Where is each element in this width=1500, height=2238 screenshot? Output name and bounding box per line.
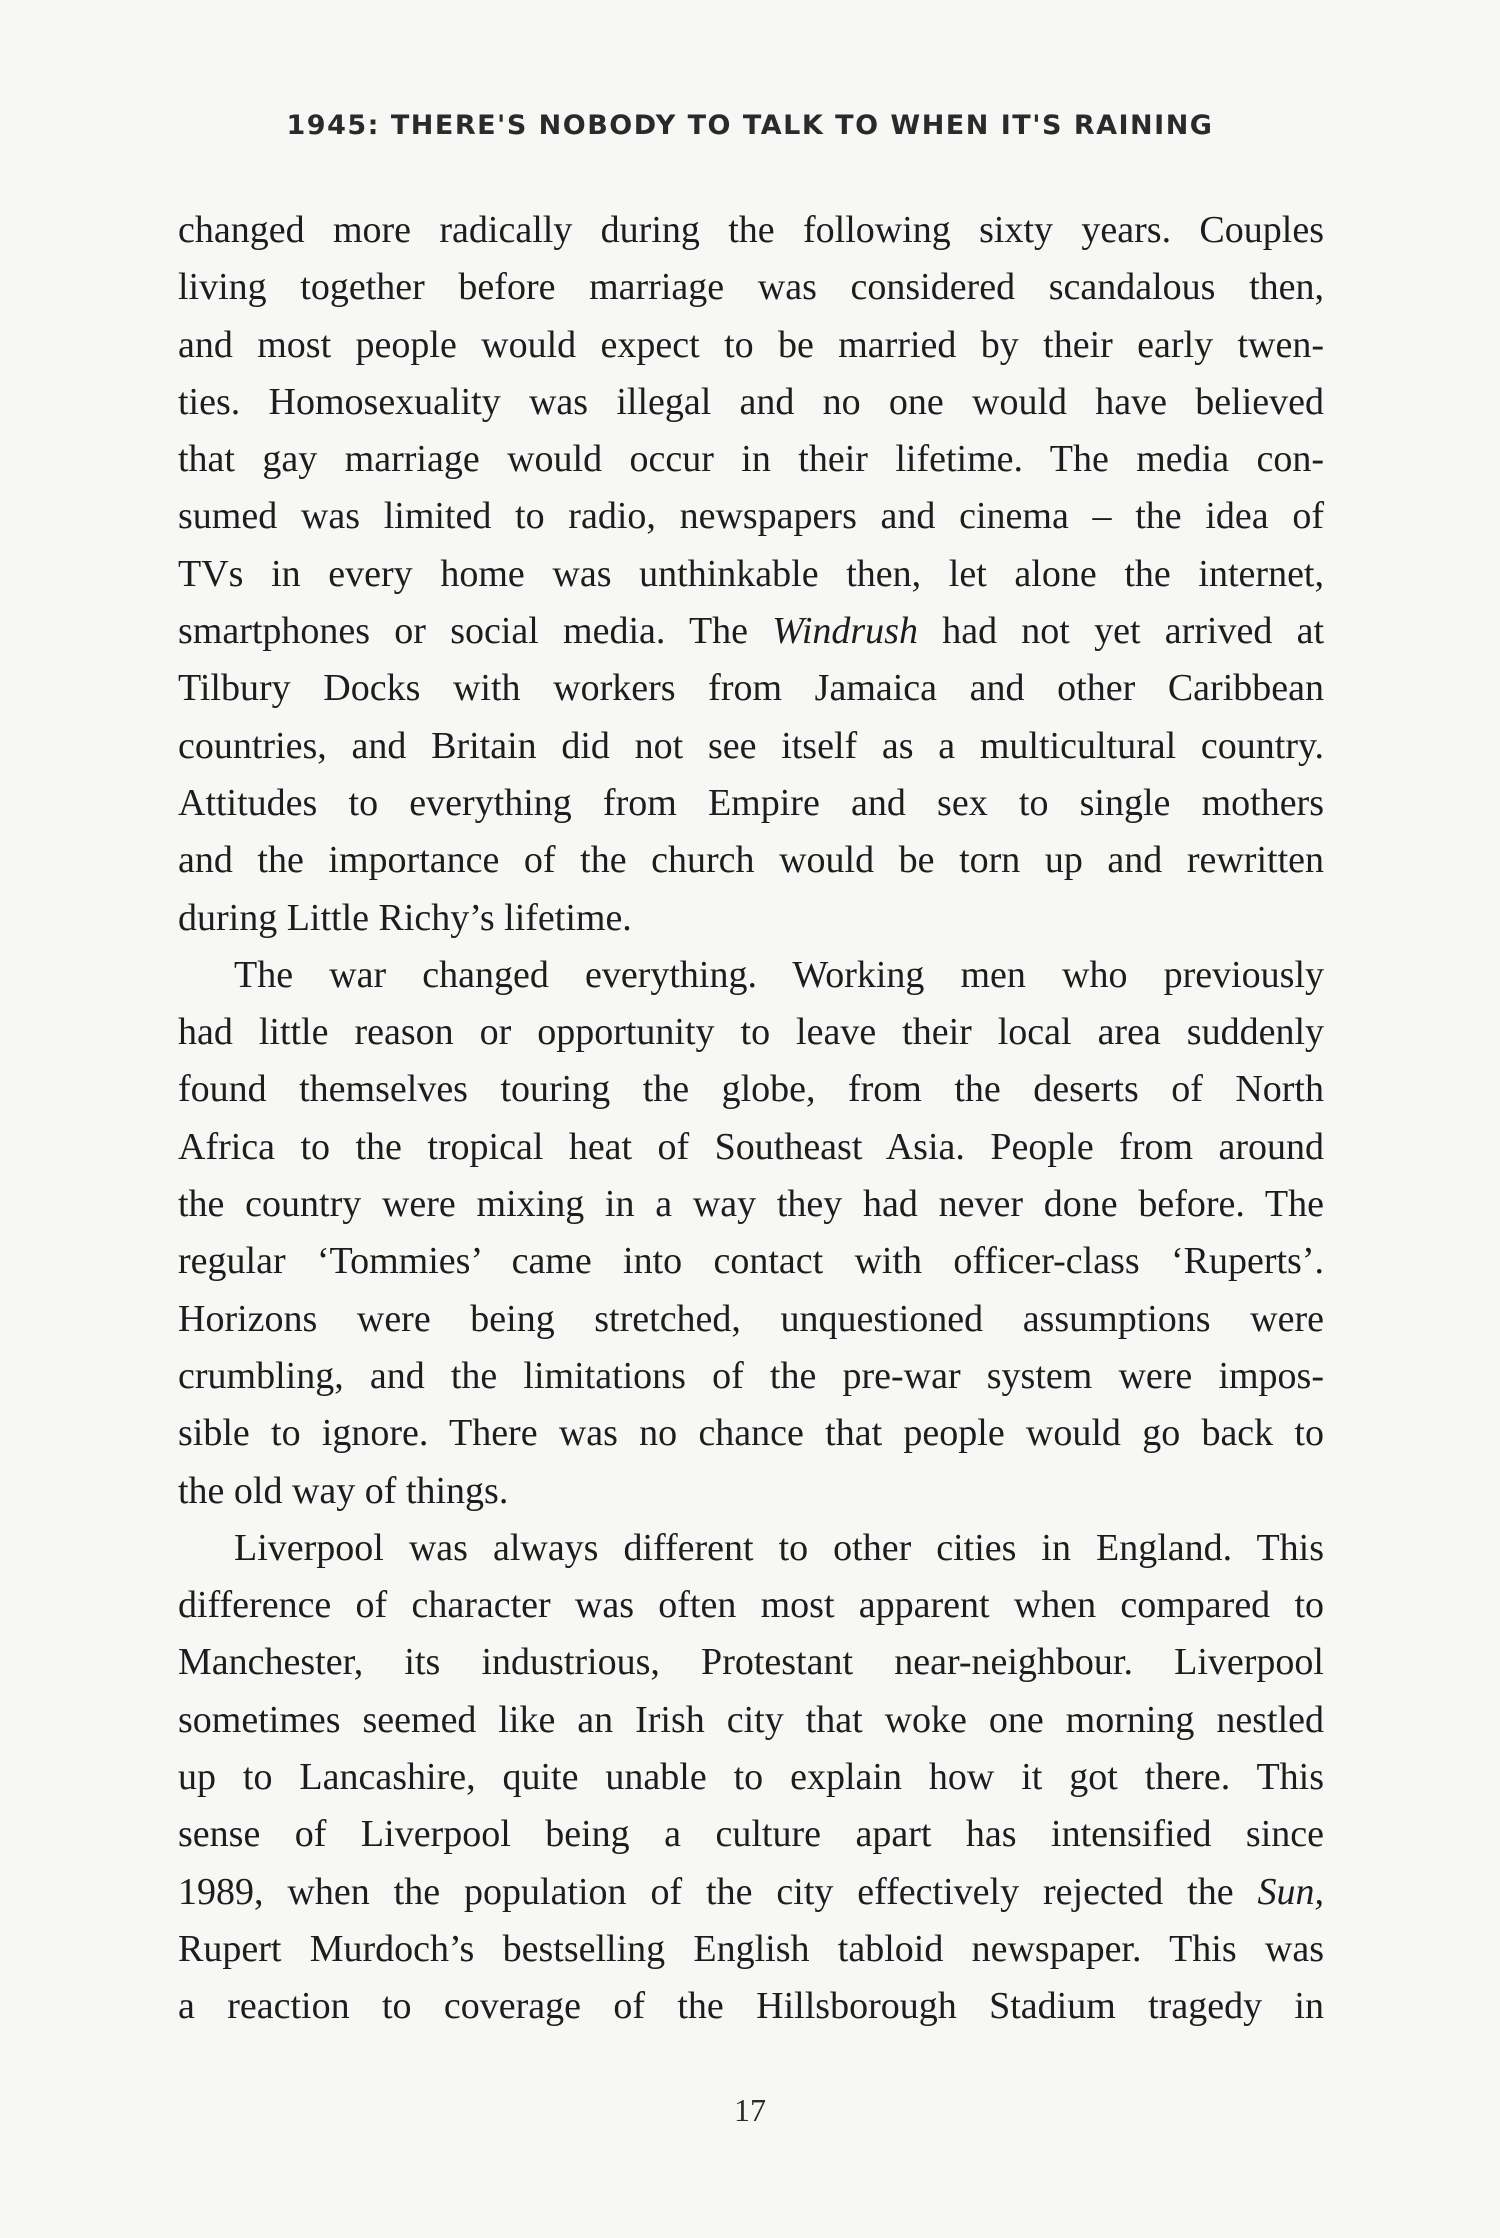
text-line xyxy=(178,1749,1324,1806)
text-line xyxy=(178,1119,1324,1176)
text-run: Rupert Murdoch’s bestselling English tabloid newspaper. This was xyxy=(178,1927,1324,1970)
text-line xyxy=(178,718,1324,775)
text-run: the country were mixing in a way they had never done before. The xyxy=(178,1183,1324,1226)
text-run: Manchester, its industrious, Protestant near-neighbour. Liverpool xyxy=(178,1641,1324,1684)
text-run: Attitudes to everything from Empire and sex to single mothers xyxy=(178,781,1324,824)
text-line xyxy=(178,1405,1324,1462)
text-run: smartphones or social media. The xyxy=(178,610,773,653)
text-run: ties. Homosexuality was illegal and no one would have believed xyxy=(178,380,1324,423)
text-run: sense of Liverpool being a culture apart has intensified since xyxy=(178,1813,1324,1856)
text-run: up to Lancashire, quite unable to explain how it got there. This xyxy=(178,1756,1324,1799)
text-run: and most people would expect to be married by their early twen- xyxy=(178,323,1324,366)
text-line xyxy=(178,317,1324,374)
text-run: regular ‘Tommies’ came into contact with officer-class ‘Ruperts’. xyxy=(178,1240,1324,1283)
text-line xyxy=(178,775,1324,832)
text-line xyxy=(178,1291,1324,1348)
italic-title: Sun, xyxy=(1257,1870,1324,1913)
text-line xyxy=(178,1921,1324,1978)
text-line xyxy=(178,1061,1324,1118)
running-head: 1945: THERE'S NOBODY TO TALK TO WHEN IT'S RAINING xyxy=(286,110,1214,141)
text-run: found themselves touring the globe, from the deserts of North xyxy=(178,1068,1324,1111)
page-number: 17 xyxy=(734,2092,766,2128)
text-run: had not yet arrived at xyxy=(917,610,1324,653)
text-run: the old way of things. xyxy=(178,1469,509,1512)
text-line xyxy=(178,1233,1324,1290)
text-line xyxy=(178,431,1324,488)
text-run: sumed was limited to radio, newspapers and cinema – the idea of xyxy=(178,495,1324,538)
text-run: changed more radically during the following sixty years. Couples xyxy=(178,209,1324,251)
text-run: crumbling, and the limitations of the pre-war system were impos- xyxy=(178,1354,1324,1397)
text-line xyxy=(178,1463,1324,1520)
text-line xyxy=(178,546,1324,603)
text-line xyxy=(178,660,1324,717)
text-run: that gay marriage would occur in their lifetime. The media con- xyxy=(178,438,1324,481)
text-line xyxy=(178,1978,1324,2035)
text-run: Horizons were being stretched, unquestioned assumptions were xyxy=(178,1297,1324,1340)
text-line xyxy=(178,1176,1324,1233)
text-run: during Little Richy’s lifetime. xyxy=(178,896,632,939)
text-line xyxy=(178,1577,1324,1634)
text-line xyxy=(178,1864,1324,1921)
text-run: Africa to the tropical heat of Southeast Asia. People from around xyxy=(178,1125,1324,1168)
text-line xyxy=(178,488,1324,545)
text-line xyxy=(178,947,1324,1004)
text-run: sometimes seemed like an Irish city that woke one morning nestled xyxy=(178,1698,1324,1741)
text-line xyxy=(178,1806,1324,1863)
text-line xyxy=(178,1348,1324,1405)
text-run: Tilbury Docks with workers from Jamaica and other Caribbean xyxy=(178,667,1324,710)
text-run: Liverpool was always different to other cities in England. This xyxy=(234,1526,1324,1569)
text-run: and the importance of the church would be torn up and rewritten xyxy=(178,839,1324,882)
body-text xyxy=(178,202,1324,2036)
text-line xyxy=(178,1004,1324,1061)
text-line xyxy=(178,832,1324,889)
text-line xyxy=(178,1692,1324,1749)
text-line xyxy=(178,603,1324,660)
text-run: TVs in every home was unthinkable then, let alone the internet, xyxy=(178,552,1324,595)
text-run: had little reason or opportunity to leave their local area suddenly xyxy=(178,1011,1324,1054)
italic-title: Windrush xyxy=(772,610,918,653)
text-line xyxy=(178,374,1324,431)
text-line xyxy=(178,1634,1324,1691)
text-run: difference of character was often most apparent when compared to xyxy=(178,1584,1324,1627)
text-line xyxy=(178,1520,1324,1577)
text-line xyxy=(178,202,1324,259)
text-line xyxy=(178,890,1324,947)
text-run: a reaction to coverage of the Hillsborough Stadium tragedy in xyxy=(178,1985,1324,2028)
text-line xyxy=(178,259,1324,316)
text-run: 1989, when the population of the city effectively rejected the xyxy=(178,1870,1258,1913)
text-run: countries, and Britain did not see itself as a multicultural country. xyxy=(178,724,1324,767)
text-run: sible to ignore. There was no chance that people would go back to xyxy=(178,1412,1324,1455)
text-run: living together before marriage was considered scandalous then, xyxy=(178,266,1324,309)
text-run: The war changed everything. Working men who previously xyxy=(234,953,1324,996)
